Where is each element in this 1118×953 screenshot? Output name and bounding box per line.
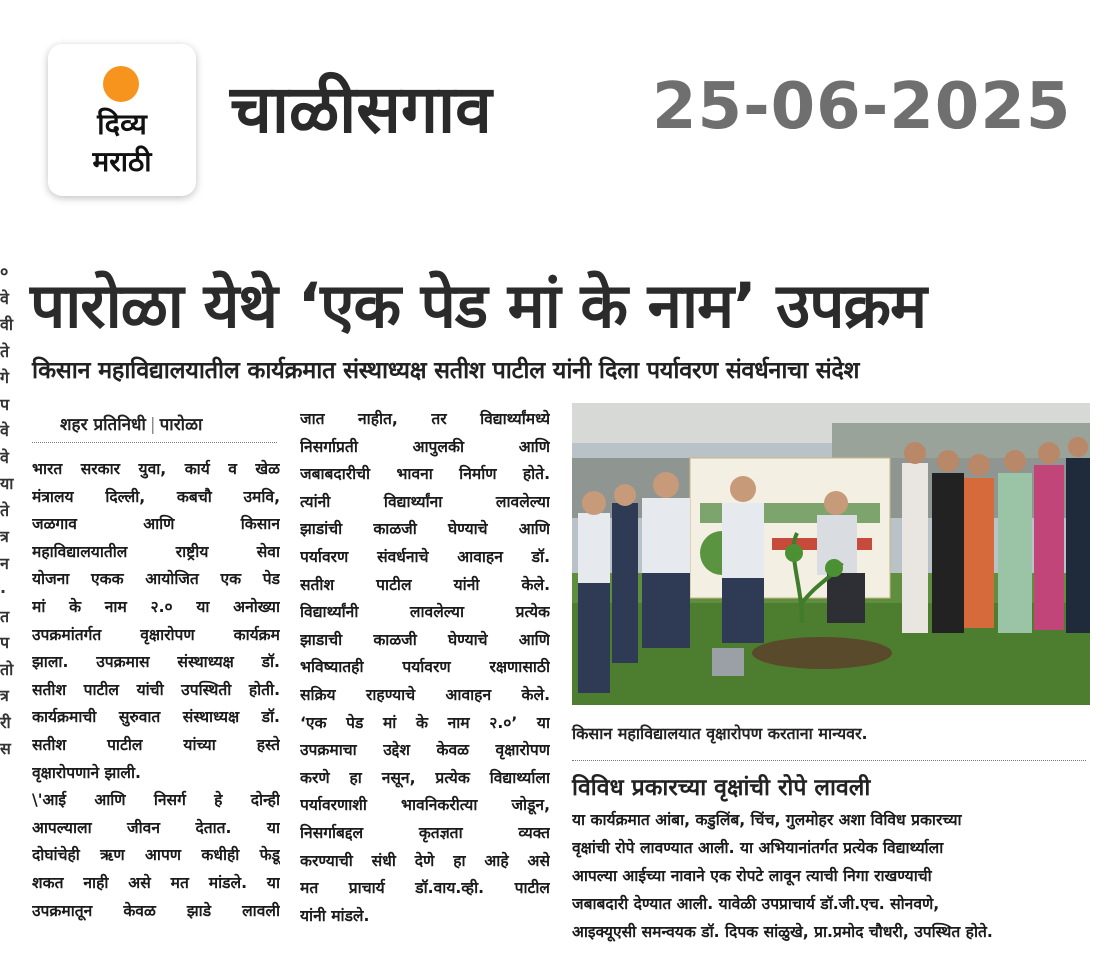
logo-text-line1: दिव्य — [97, 107, 147, 141]
sliver-char: या — [0, 474, 14, 493]
text-line: करण्याची संधी देणे हा आहे असे — [300, 851, 550, 870]
edition-city: चाळीसगाव — [230, 71, 492, 148]
text-line: भारत सरकार युवा, कार्य व खेळ — [32, 460, 280, 478]
sliver-char: गे — [0, 368, 10, 387]
text-line: शकत नाही असे मत मांडले. या — [32, 873, 280, 892]
text-line: झाडाची काळजी घेण्याचे आणि — [300, 630, 550, 649]
article-subheadline: किसान महाविद्यालयातील कार्यक्रमात संस्थाध्यक्ष सतीश पाटील यांनी दिला पर्यावरण संवर्धनाचा संदेश — [32, 356, 860, 384]
logo-text-line2: मराठी — [92, 145, 152, 178]
byline-reporter: शहर प्रतिनिधी — [60, 415, 146, 435]
text-line: झाडांची काळजी घेण्याचे आणि — [300, 520, 550, 539]
text-line: निसर्गाबद्दल कृतज्ञता व्यक्त — [300, 823, 550, 842]
text-line: पर्यावरणाशी भावनिकरीत्या जोडून, — [300, 796, 550, 815]
text-line: महाविद्यालयातील राष्ट्रीय सेवा — [32, 542, 280, 561]
article-headline: पारोळा येथे ‘एक पेड मां के नाम’ उपक्रम — [30, 269, 927, 342]
sliver-char: ० — [0, 262, 9, 281]
text-line: आपल्याला जीवन देतात. या — [32, 818, 280, 837]
text-line: जबाबदारी देण्यात आली. यावेळी उपप्राचार्य डॉ.जी.एच. सोनवणे, — [572, 895, 940, 913]
byline-divider — [32, 442, 277, 443]
sliver-char: वे — [0, 421, 9, 440]
text-line: वृक्षांची रोपे लावण्यात आली. या अभियानांतर्गत प्रत्येक विद्यार्थ्याला — [572, 839, 944, 857]
text-line: मत प्राचार्य डॉ.वाय.व्ही. पाटील — [300, 879, 550, 898]
tree-plantation-photo — [572, 403, 1090, 705]
sliver-char: त्र — [0, 527, 9, 546]
text-line: झाला. उपक्रमास संस्थाध्यक्ष डॉ. — [32, 653, 280, 672]
text-line: मां के नाम २.० या अनोख्या — [32, 597, 280, 616]
caption-divider — [572, 760, 1086, 761]
text-line: विद्यार्थ्यांनी लावलेल्या प्रत्येक — [300, 603, 550, 622]
text-line: सक्रिय राहण्याचे आवाहन केले. — [300, 685, 550, 704]
text-line: \'आई आणि निसर्ग हे दोन्ही — [32, 791, 280, 810]
text-line: कार्यक्रमाची सुरुवात संस्थाध्यक्ष डॉ. — [32, 708, 280, 727]
text-line: आइक्यूएसी समन्वयक डॉ. दिपक सांळुखे, प्रा.प्रमोद चौधरी, उपस्थित होते. — [572, 923, 993, 941]
text-line: सतीश पाटील यांच्या हस्ते — [32, 735, 280, 754]
text-line: भविष्यातही पर्यावरण रक्षणासाठी — [300, 658, 550, 677]
text-line: निसर्गाप्रती आपुलकी आणि — [300, 437, 550, 456]
text-line: या कार्यक्रमात आंबा, कडुलिंब, चिंच, गुलमोहर अशा विविध प्रकारच्या — [572, 811, 962, 829]
text-line: मंत्रालय दिल्ली, कबचौ उमवि, — [32, 487, 280, 506]
sliver-char: री — [0, 712, 11, 732]
text-line: पर्यावरण संवर्धनाचे आवाहन डॉ. — [300, 547, 550, 566]
sliver-char: ते — [0, 500, 10, 520]
sliver-char: स — [0, 739, 11, 758]
sliver-char: त्र — [0, 686, 9, 705]
text-line: योजना एकक आयोजित एक पेड — [32, 570, 280, 589]
text-line: उपक्रमातून केवळ झाडे लावली — [32, 901, 280, 920]
text-line: दोघांचेही ऋण आपण कधीही फेडू — [32, 846, 280, 865]
text-line: उपक्रमांतर्गत वृक्षारोपण कार्यक्रम — [32, 625, 280, 644]
sliver-char: प — [0, 394, 10, 414]
text-line: वृक्षारोपणाने झाली. — [32, 763, 141, 782]
text-line: उपक्रमाचा उद्देश केवळ वृक्षारोपण — [300, 741, 550, 760]
sliver-char: वी — [0, 315, 14, 334]
article-column-2 — [300, 406, 550, 930]
sliver-char: तो — [0, 659, 14, 679]
byline-place: पारोळा — [159, 415, 203, 435]
sliver-char: . — [0, 578, 7, 597]
text-line: आपल्या आईच्या नावाने एक रोपटे लावून त्याची निगा राखण्याची — [572, 867, 932, 885]
sliver-char: त — [0, 606, 10, 626]
text-line: त्यांनी विद्यार्थ्यांना लावलेल्या — [300, 492, 550, 511]
sliver-char: वे — [0, 447, 9, 467]
photo-caption: किसान महाविद्यालयात वृक्षारोपण करताना मान्यवर. — [572, 724, 868, 743]
text-line: सतीश पाटील यांनी केले. — [300, 575, 550, 594]
divya-marathi-logo — [48, 44, 196, 196]
text-line: जबाबदारीची भावना निर्माण होते. — [300, 465, 550, 484]
text-line: सतीश पाटील यांची उपस्थिती होती. — [32, 680, 280, 699]
sliver-char: वे — [0, 288, 9, 308]
edition-date: 25-06-2025 — [652, 70, 1072, 144]
sliver-char: ते — [0, 341, 10, 361]
text-line: जळगाव आणि किसान — [32, 515, 280, 534]
text-line: करणे हा नसून, प्रत्येक विद्यार्थ्याला — [300, 768, 550, 787]
adjacent-column-sliver — [0, 260, 14, 920]
text-line: यांनी मांडले. — [300, 906, 370, 925]
byline: शहर प्रतिनिधी | पारोळा — [60, 415, 203, 435]
article-column-1 — [32, 456, 280, 925]
sliver-char: न — [0, 553, 9, 573]
sliver-char: प — [0, 633, 10, 652]
article-subheading: विविध प्रकारच्या वृक्षांची रोपे लावली — [572, 775, 871, 801]
text-line: ‘एक पेड मां के नाम २.०’ या — [300, 713, 550, 732]
logo-sun-icon — [103, 66, 139, 102]
article-column-3 — [572, 806, 1086, 946]
text-line: जात नाहीत, तर विद्यार्थ्यांमध्ये — [300, 410, 550, 428]
